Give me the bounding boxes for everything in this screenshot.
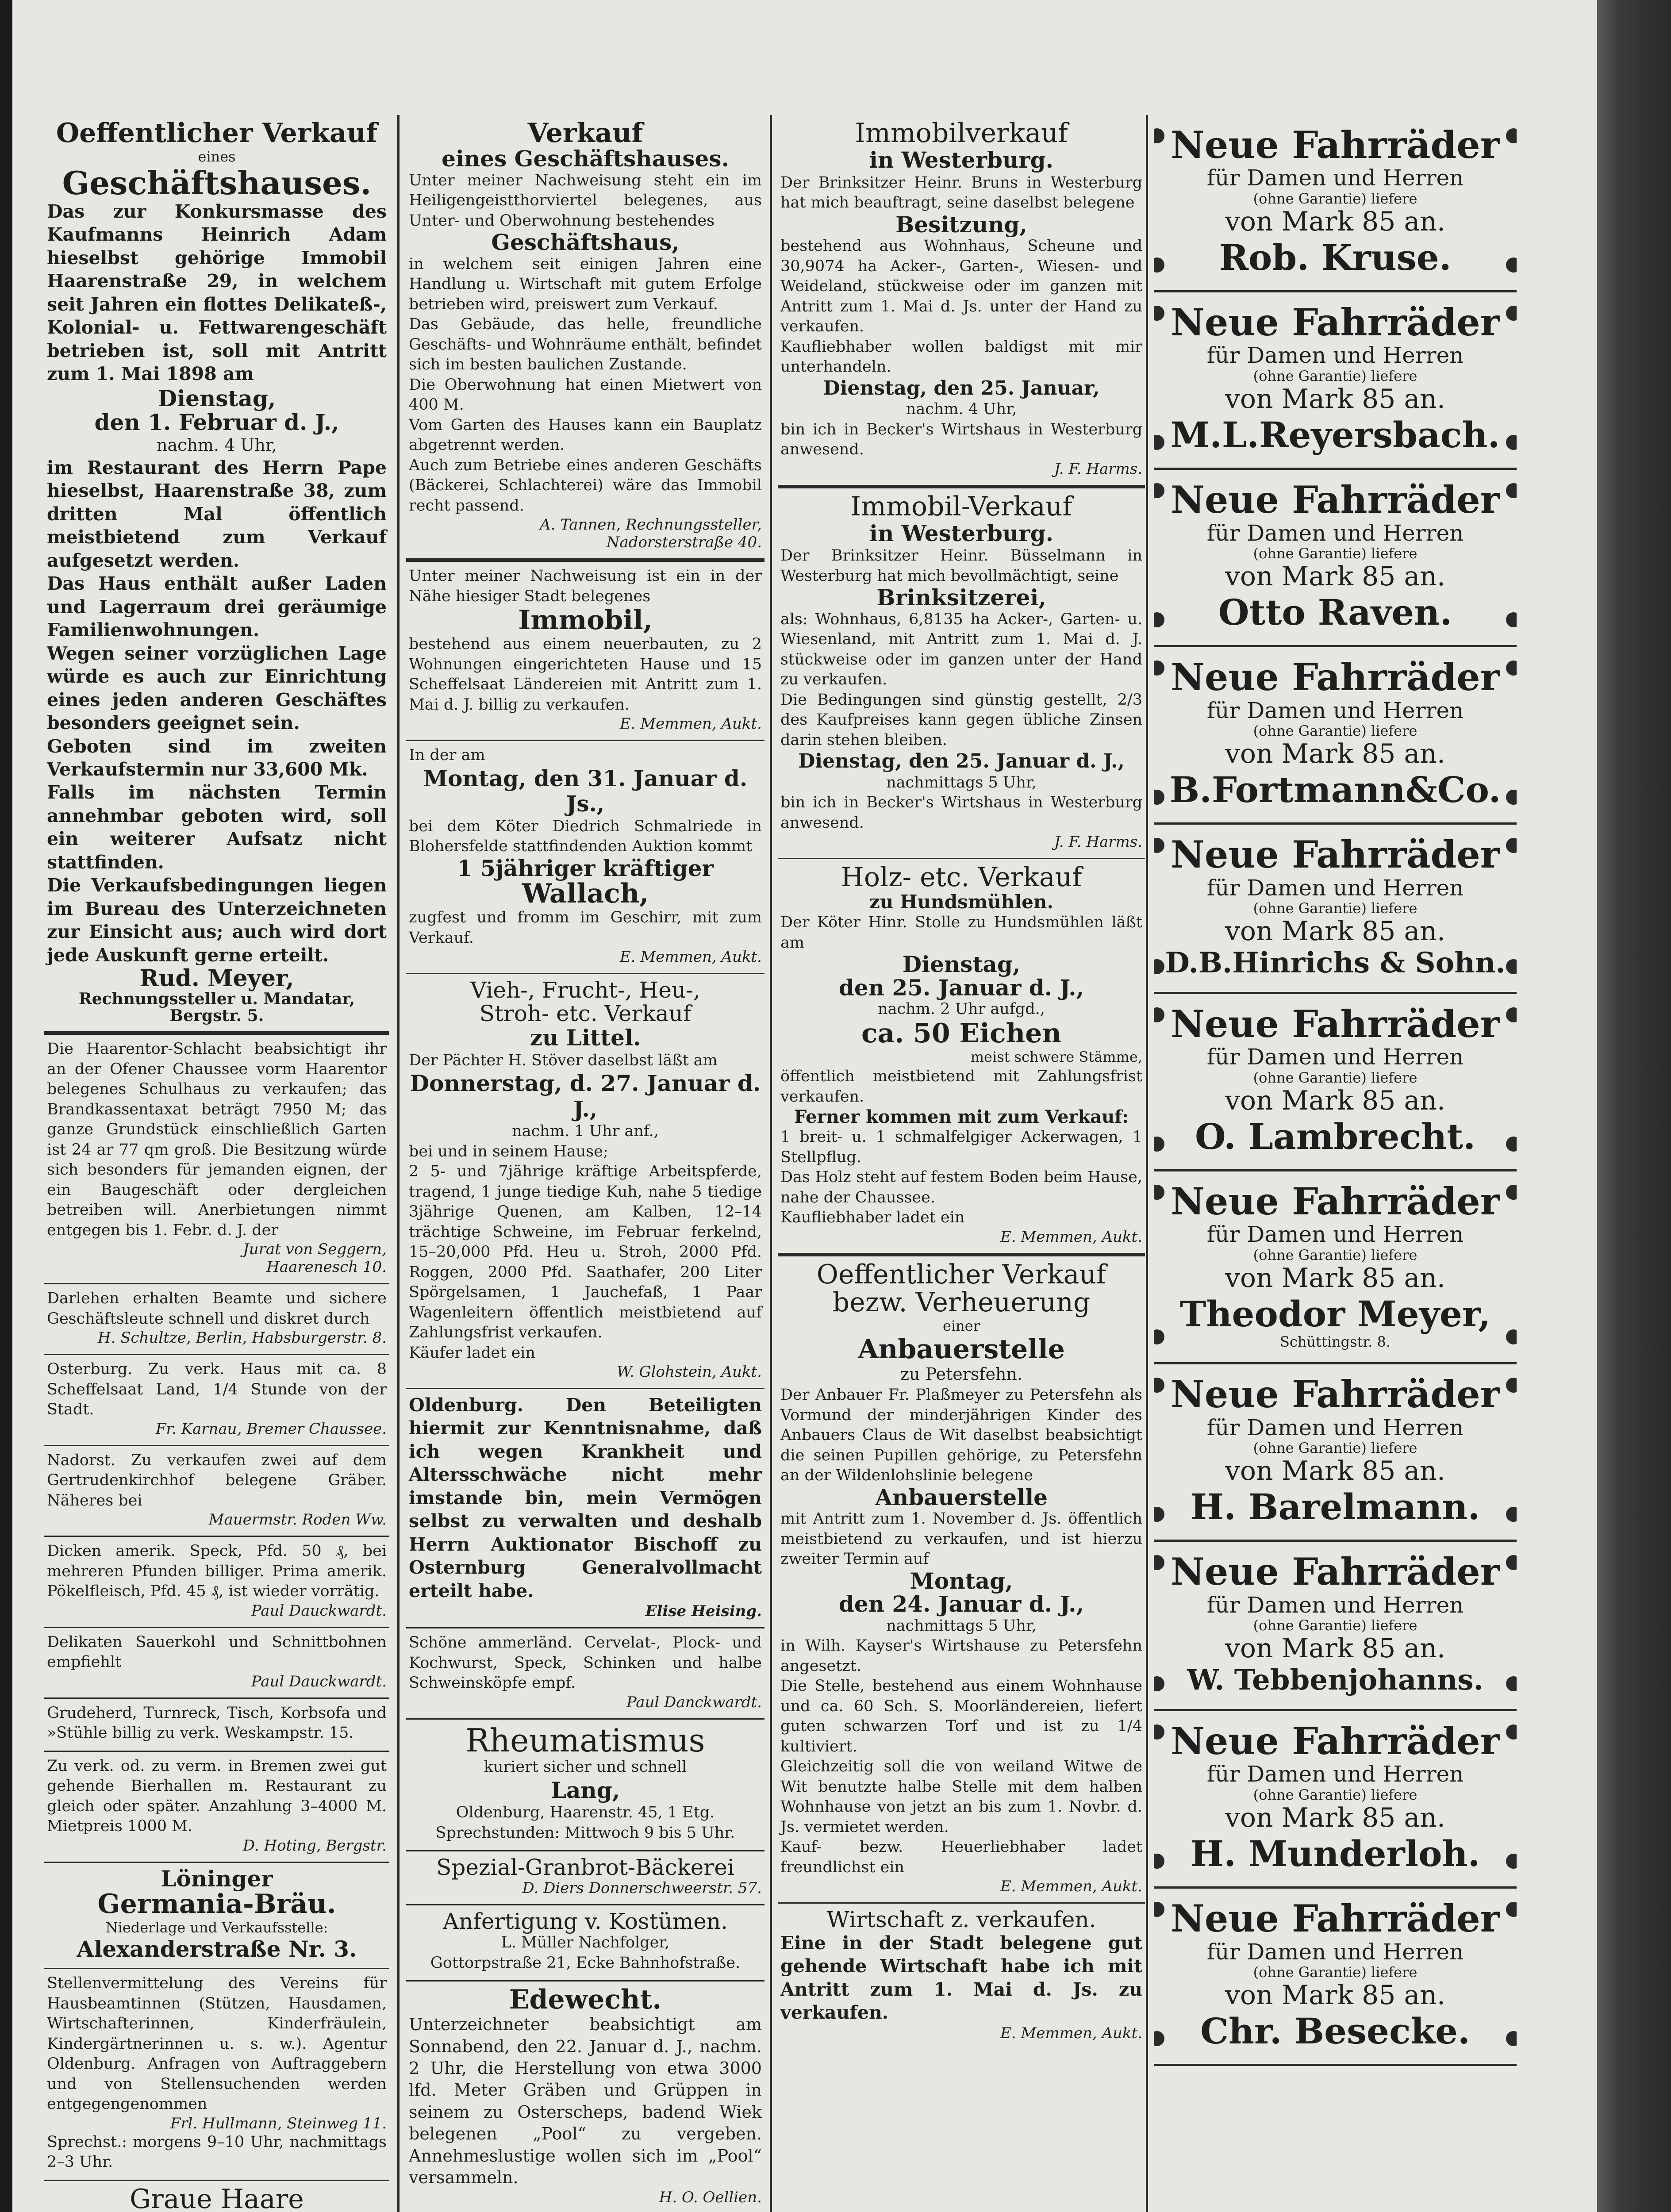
- ad-text: Das Holz steht auf festem Boden beim Hause, nahe der Chaussee.: [780, 1168, 1142, 1206]
- ad-text: Grudeherd, Turnreck, Tisch, Korbsofa und »Stühle billig zu verk. Weskampstr. 15.: [47, 1704, 387, 1742]
- bicycle-ad-subline: für Damen und Herren: [1206, 875, 1464, 901]
- bicycle-ad-subline: für Damen und Herren: [1206, 1939, 1464, 1965]
- ad-text: Der Pächter H. Stöver daselbst läßt am: [409, 1051, 718, 1069]
- bicycle-ad-subline: für Damen und Herren: [1206, 1592, 1464, 1618]
- ad-signature: Paul Dauckwardt.: [251, 1672, 387, 1690]
- bicycle-ad-subline: für Damen und Herren: [1206, 697, 1464, 723]
- ad-title: zu Petersfehn.: [900, 1364, 1022, 1384]
- ad-text: In der am: [409, 746, 485, 764]
- ad-immobil-verkauf-westerburg: [778, 488, 1145, 860]
- ad-text: kuriert sicher und schnell: [484, 1758, 687, 1776]
- bicycle-ad-price: von Mark 85 an.: [1225, 1085, 1445, 1117]
- bicycle-ad: [1154, 825, 1517, 994]
- bicycle-ad-price: von Mark 85 an.: [1225, 561, 1445, 592]
- column-1: [44, 115, 389, 2212]
- ad-text: 1 breit- u. 1 schmalfelgiger Ackerwagen, 1 Stellpflug.: [780, 1128, 1142, 1166]
- ad-title: Immobilverkauf: [855, 118, 1068, 149]
- ad-hours: Sprechstunden: Mittwoch 9 bis 5 Uhr.: [435, 1824, 735, 1842]
- ad-hours: Sprechst.: morgens 9–10 Uhr, nachmittags 2–3 Uhr.: [47, 2133, 387, 2171]
- bicycle-ad: [1154, 1542, 1517, 1711]
- ad-time: nachm. 2 Uhr aufgd.,: [878, 1000, 1045, 1018]
- bicycle-ad-seller: H. Munderloh.: [1190, 1833, 1480, 1875]
- bicycle-ad-headline: Neue Fahrräder: [1171, 1550, 1500, 1594]
- ad-date: den 24. Januar d. J.,: [838, 1591, 1084, 1617]
- bicycle-ad-guarantee: (ohne Garantie) liefere: [1253, 1246, 1417, 1263]
- ad-title: Germania-Bräu.: [97, 1889, 336, 1920]
- ad-speck: [44, 1537, 389, 1628]
- ad-highlight: Geschäftshaus,: [491, 229, 680, 255]
- ad-title: Verkauf: [527, 118, 643, 149]
- column-4: [1154, 115, 1517, 2212]
- ad-text: Der Anbauer Fr. Plaßmeyer zu Petersfehn als Vormund der minderjährigen Kinder des Anbauers Claus de Wit daselbst beabsichtigt die seinen Pupillen gehörige, zu Petersfehn an der Wildenlohslinie belegene: [780, 1386, 1142, 1485]
- ad-grudeherd: [44, 1699, 389, 1752]
- ad-text: Kaufliebhaber ladet ein: [780, 1209, 965, 1227]
- ad-title: Holz- etc. Verkauf: [841, 862, 1082, 893]
- ad-title: Edewecht.: [509, 1984, 662, 2016]
- ad-text: öffentlich meistbietend mit Zahlungsfrist verkaufen.: [780, 1068, 1142, 1106]
- ad-text: Unter meiner Nachweisung steht ein im Heiligengeistthorviertel belegenes, aus Unter- und Oberwohnung bestehendes: [409, 171, 762, 230]
- ad-text: Zu verk. od. zu verm. in Bremen zwei gut gehende Bierhallen m. Restaurant zu gleich oder später. Anzahlung 3–4000 M. Mietpreis 1000 M.: [47, 1757, 387, 1836]
- bicycle-ad-seller: Rob. Kruse.: [1219, 237, 1452, 279]
- bicycle-ad: [1154, 115, 1517, 292]
- ad-text: Unter meiner Nachweisung ist ein in der Nähe hiesiger Stadt belegenes: [409, 567, 762, 605]
- bicycle-ad-guarantee: (ohne Garantie) liefere: [1253, 1964, 1417, 1981]
- column-rule: [397, 115, 400, 2212]
- ad-title: zu Littel.: [530, 1025, 641, 1051]
- ad-text: bin ich in Becker's Wirtshaus in Westerburg anwesend.: [780, 794, 1142, 832]
- ad-title: Oeffentlicher Verkauf: [56, 118, 378, 149]
- ad-signature: H. Schultze, Berlin, Habsburgerstr. 8.: [97, 1329, 387, 1347]
- ad-title: Löninger: [161, 1865, 273, 1892]
- ad-signature: Elise Heising.: [645, 1602, 762, 1621]
- ad-osterburg: [44, 1355, 389, 1446]
- scan-left-edge: [0, 0, 12, 2212]
- ad-text: Käufer ladet ein: [409, 1344, 535, 1362]
- scan-right-edge: [1597, 0, 1671, 2212]
- ad-text: mit Antritt zum 1. November d. Js. öffentlich meistbietend zu verkaufen, und ist hierzu zweiter Termin auf: [780, 1510, 1142, 1568]
- bicycle-ad-guarantee: (ohne Garantie) liefere: [1253, 367, 1417, 384]
- ad-text: Falls im nächsten Termin annehmbar geboten wird, soll ein weiterer Aufsatz nicht stattfinden.: [47, 782, 387, 873]
- bicycle-ad-seller: Otto Raven.: [1218, 591, 1452, 634]
- bicycle-ad: [1154, 292, 1517, 470]
- ad-day: Montag,: [910, 1567, 1013, 1594]
- ad-text: Nadorst. Zu verkaufen zwei auf dem Gertrudenkirchhof belegene Gräber. Näheres bei: [47, 1451, 387, 1509]
- bicycle-ad-headline: Neue Fahrräder: [1171, 1179, 1500, 1224]
- ad-text: Kaufliebhaber wollen baldigst mit mir unterhandeln.: [780, 338, 1142, 376]
- ad-time: nachmittags 5 Uhr,: [886, 773, 1037, 791]
- ad-title: in Westerburg.: [869, 147, 1054, 173]
- ad-date: den 25. Januar d. J.,: [838, 974, 1084, 1001]
- bicycle-ad-subline: für Damen und Herren: [1206, 1414, 1464, 1440]
- bicycle-ad-headline: Neue Fahrräder: [1171, 300, 1500, 345]
- ad-name: L. Müller Nachfolger,: [501, 1934, 670, 1952]
- ad-wirtschaft: [778, 1904, 1145, 2049]
- ad-text: in welchem seit einigen Jahren eine Handlung u. Wirtschaft mit gutem Erfolge betrieben wird, preiswert zum Verkauf.: [409, 255, 762, 313]
- ad-signature: E. Memmen, Aukt.: [1000, 2024, 1142, 2042]
- bicycle-ad: [1154, 1364, 1517, 1542]
- ad-title: Wirtschaft z. verkaufen.: [826, 1907, 1096, 1933]
- bicycle-ad-price: von Mark 85 an.: [1225, 738, 1445, 770]
- bicycle-ad-headline: Neue Fahrräder: [1171, 833, 1500, 877]
- ad-title: Immobil-Verkauf: [850, 491, 1072, 522]
- bicycle-ad-price: von Mark 85 an.: [1225, 1980, 1445, 2011]
- ad-text: Schöne ammerländ. Cervelat-, Plock- und Kochwurst, Speck, Schinken und halbe Schweinsköpfe empf.: [409, 1634, 762, 1692]
- ad-time: nachm. 4 Uhr,: [157, 435, 277, 455]
- ad-text: bestehend aus einem neuerbauten, zu 2 Wohnungen eingerichteten Hause und 15 Scheffelsaat Ländereien mit Antritt zum 1. Mai d. J. billig zu verkaufen.: [409, 635, 762, 714]
- bicycle-ad-guarantee: (ohne Garantie) liefere: [1253, 722, 1417, 740]
- ad-subtitle-small: eines: [198, 148, 236, 165]
- ad-signature: Jurat von Seggern,: [243, 1240, 387, 1259]
- ad-immobilverkauf-westerburg: [778, 115, 1145, 488]
- ad-time: nachmittags 5 Uhr,: [886, 1617, 1037, 1635]
- ad-address: Gottorpstraße 21, Ecke Bahnhofstraße.: [430, 1954, 741, 1972]
- ad-text: Darlehen erhalten Beamte und sichere Geschäftsleute schnell und diskret durch: [47, 1290, 387, 1328]
- bicycle-ad-seller: Theodor Meyer,: [1179, 1293, 1491, 1335]
- ad-signature-role: Rechnungssteller u. Mandatar,: [78, 989, 355, 1008]
- bicycle-ad-subline: für Damen und Herren: [1206, 1044, 1464, 1070]
- column-3: [778, 115, 1145, 2212]
- bicycle-ad-seller-address: Schüttingstr. 8.: [1279, 1333, 1391, 1351]
- bicycle-ad-headline: Neue Fahrräder: [1171, 1719, 1500, 1763]
- ad-title: Vieh-, Frucht-, Heu-,: [470, 977, 700, 1003]
- ad-date: Donnerstag, d. 27. Januar d. J.,: [410, 1070, 761, 1122]
- bicycle-ad: [1154, 470, 1517, 647]
- ad-address: Oldenburg, Haarenstr. 45, 1 Etg.: [456, 1804, 715, 1822]
- bicycle-ad-subline: für Damen und Herren: [1206, 165, 1464, 191]
- ad-signature: D. Hoting, Bergstr.: [242, 1836, 387, 1855]
- ad-subtitle: Niederlage und Verkaufsstelle:: [105, 1919, 328, 1936]
- bicycle-ad-headline: Neue Fahrräder: [1171, 655, 1500, 699]
- ad-name: Lang,: [550, 1777, 620, 1803]
- ad-signature: D. Diers Donnerschweerstr. 57.: [522, 1879, 762, 1897]
- ad-signature: A. Tannen, Rechnungssteller,: [540, 516, 762, 534]
- ad-signature: J. F. Harms.: [1054, 460, 1142, 478]
- ad-text: Vom Garten des Hauses kann ein Bauplatz abgetrennt werden.: [409, 416, 762, 454]
- ad-text: in Wilh. Kayser's Wirtshause zu Petersfehn angesetzt.: [780, 1637, 1142, 1675]
- ad-vieh-verkauf: [406, 974, 764, 1389]
- ad-signature: E. Memmen, Aukt.: [1000, 1878, 1142, 1896]
- bicycle-ad-headline: Neue Fahrräder: [1171, 1372, 1500, 1417]
- ad-title: Spezial-Granbrot-Bäckerei: [436, 1855, 734, 1881]
- ad-signature-address: Haarenesch 10.: [266, 1258, 387, 1276]
- ad-text: Das Haus enthält außer Laden und Lagerraum drei geräumige Familienwohnungen.: [47, 573, 387, 641]
- bicycle-ad-headline: Neue Fahrräder: [1171, 1897, 1500, 1941]
- ad-edewecht: [406, 1982, 764, 2212]
- ad-date: Montag, den 31. Januar d. Js.,: [423, 765, 748, 817]
- ad-text: Die Bedingungen sind günstig gestellt, 2/3 des Kaufpreises kann gegen übliche Zinsen darin stehen bleiben.: [780, 691, 1142, 749]
- ad-text: Stellenvermittelung des Vereins für Hausbeamtinnen (Stützen, Hausdamen, Wirtschafterinnen, Kinderfräulein, Kindergärtnerinnen u. s. w.). Agentur Oldenburg. Anfragen von Auftraggebern und von Stellensuchenden werden entgegengenommen: [47, 1974, 387, 2113]
- ad-highlight: Brinksitzerei,: [876, 584, 1046, 611]
- ad-text: Das Gebäude, das helle, freundliche Geschäfts- und Wohnräume enthält, befindet sich im besten baulichen Zustande.: [409, 315, 762, 373]
- bicycle-ad-guarantee: (ohne Garantie) liefere: [1253, 1069, 1417, 1086]
- ad-title: Anfertigung v. Kostümen.: [443, 1908, 728, 1934]
- ad-germania-braeu: [44, 1863, 389, 1969]
- bicycle-ad-price: von Mark 85 an.: [1225, 384, 1445, 415]
- ad-cervelat: [406, 1628, 764, 1720]
- ad-text: 2 5- und 7jährige kräftige Arbeitspferde, tragend, 1 junge tiedige Kuh, nahe 5 tiedige 3jährige Quenen, am Kalben, 12–14 trächtige Schweine, im Februar ferkelnd, 15–20,000 Pfd. Heu u. Stroh, 2000 Pfd. Roggen, 2000 Pfd. Saathafer, 200 Liter Spörgelsamen, 1 Jauchefaß, 1 Paar Wagenleitern öffentlich meistbietend auf Zahlungsfrist verkaufen.: [409, 1163, 762, 1341]
- bicycle-ad-seller: O. Lambrecht.: [1195, 1116, 1476, 1158]
- bicycle-ad-guarantee: (ohne Garantie) liefere: [1253, 1786, 1417, 1803]
- ad-text: Ferner kommen mit zum Verkauf:: [794, 1106, 1129, 1128]
- ad-highlight: ca. 50 Eichen: [861, 1018, 1062, 1049]
- ad-signature: H. O. Oellien.: [659, 2189, 762, 2207]
- ad-geschaeftshaus-verkauf: [44, 115, 389, 1035]
- ad-text: Kauf- bezw. Heuerliebhaber ladet freundlichst ein: [780, 1838, 1142, 1876]
- ad-verkauf-geschaeftshaus: [406, 115, 764, 562]
- ad-signature-address: Bergstr. 5.: [169, 1006, 264, 1025]
- bicycle-ad-subline: für Damen und Herren: [1206, 1761, 1464, 1787]
- ad-granbrot: [406, 1851, 764, 1905]
- ad-signature: Rud. Meyer,: [139, 965, 294, 992]
- bicycle-ad-seller: M.L.Reyersbach.: [1170, 414, 1500, 456]
- ad-text: Wegen seiner vorzüglichen Lage würde es auch zur Einrichtung eines jeden anderen Geschäftes besonders geeignet sein.: [47, 642, 387, 734]
- bicycle-ad-headline: Neue Fahrräder: [1171, 478, 1500, 522]
- ad-schulhaus: [44, 1035, 389, 1284]
- column-2: [406, 115, 764, 2212]
- ad-title: Graue Haare: [130, 2183, 304, 2212]
- ad-title: eines Geschäftshauses.: [442, 146, 729, 172]
- bicycle-ad-subline: für Damen und Herren: [1206, 1221, 1464, 1248]
- bicycle-ad-seller: W. Tebbenjohanns.: [1187, 1663, 1483, 1697]
- bicycle-ad-price: von Mark 85 an.: [1225, 1802, 1445, 1834]
- ad-day: Dienstag,: [902, 951, 1021, 978]
- bicycle-ad-seller: H. Barelmann.: [1190, 1486, 1480, 1528]
- bicycle-ad: [1154, 994, 1517, 1171]
- ad-text: Gleichzeitig soll die von weiland Witwe de Wit benutzte halbe Stelle mit dem halben Wohnhause von jetzt an bis zum 1. Novbr. d. Js. vermietet werden.: [780, 1758, 1142, 1836]
- bicycle-ad-price: von Mark 85 an.: [1225, 1263, 1445, 1294]
- ad-text: bei und in seinem Hause;: [409, 1142, 608, 1160]
- ad-title: Oeffentlicher Verkauf: [816, 1259, 1106, 1290]
- ad-signature-address: Nadorsterstraße 40.: [606, 534, 762, 551]
- ad-text: Die Verkaufsbedingungen liegen im Bureau des Unterzeichneten zur Einsicht aus; auch wird dort jede Auskunft gerne erteilt.: [47, 875, 387, 966]
- ad-highlight: 1 5jähriger kräftiger: [457, 855, 714, 881]
- ad-signature: Mauermstr. Roden Ww.: [208, 1511, 387, 1529]
- ad-text: Der Brinksitzer Heinr. Bruns in Westerburg hat mich beauftragt, seine daselbst belegene: [780, 173, 1142, 211]
- ad-text: Das zur Konkursmasse des Kaufmanns Heinrich Adam hieselbst gehörige Immobil Haarenstraße 29, in welchem seit Jahren ein flottes Delikateß-, Kolonial- u. Fettwarengeschäft betrieben ist, soll mit Antritt zum 1. Mai 1898 am: [47, 200, 387, 385]
- ad-date: Dienstag, den 25. Januar d. J.,: [798, 750, 1125, 773]
- bicycle-ad-price: von Mark 85 an.: [1225, 1455, 1445, 1487]
- bicycle-ad: [1154, 1889, 1517, 2066]
- ad-stellenvermittelung: [44, 1969, 389, 2181]
- ad-address: Alexanderstraße Nr. 3.: [77, 1936, 357, 1962]
- ad-signature: E. Memmen, Aukt.: [1000, 1228, 1142, 1246]
- ad-holz-verkauf: [778, 859, 1145, 1256]
- ad-title: Geschäftshauses.: [62, 164, 372, 202]
- ad-bierhallen: [44, 1752, 389, 1863]
- ad-text: Die Oberwohnung hat einen Mietwert von 400 M.: [409, 376, 762, 414]
- bicycle-ad: [1154, 1711, 1517, 1889]
- ad-highlight: Wallach,: [522, 878, 649, 909]
- ad-text: Die Haarentor-Schlacht beabsichtigt ihr an der Ofener Chaussee vorm Haarentor belegenes Schulhaus zu verkaufen; das Brandkassentaxat beträgt 7950 M; das ganze Grundstück einschließlich Garten ist 24 ar 77 qm groß. Die Besitzung würde sich besonders für jemanden eignen, der ein Baugeschäft oder dergleichen betreiben will. Anerbietungen nimmt entgegen bis 1. Febr. d. J. der: [47, 1040, 387, 1239]
- ad-signature: Fr. Karnau, Bremer Chaussee.: [155, 1420, 387, 1438]
- ad-text: Eine in der Stadt belegene gut gehende Wirtschaft habe ich mit Antritt zum 1. Mai d. Js. zu verkaufen.: [780, 1932, 1142, 2024]
- ad-subtitle-small: einer: [942, 1317, 980, 1334]
- ad-text: im Restaurant des Herrn Pape hieselbst, Haarenstraße 38, zum dritten Mal öffentlich meistbietend zum Verkauf aufgesetzt werden.: [47, 457, 387, 571]
- bicycle-ad-headline: Neue Fahrräder: [1171, 123, 1500, 167]
- bicycle-ad-price: von Mark 85 an.: [1225, 916, 1445, 947]
- ad-date: den 1. Februar d. J.,: [94, 409, 339, 436]
- bicycle-ad-guarantee: (ohne Garantie) liefere: [1253, 545, 1417, 562]
- ad-text: Dicken amerik. Speck, Pfd. 50 ₰, bei mehreren Pfunden billiger. Prima amerik. Pökelfleisch, Pfd. 45 ₰, ist wieder vorrätig.: [47, 1542, 387, 1601]
- ad-highlight: Anbauerstelle: [875, 1484, 1048, 1510]
- bicycle-ad-seller: D.B.Hinrichs & Sohn.: [1165, 946, 1506, 980]
- ad-wallach: [406, 741, 764, 974]
- ad-text: zugfest und fromm im Geschirr, mit zum Verkauf.: [409, 909, 762, 947]
- ad-graue-haare: [44, 2181, 389, 2212]
- ad-text: Delikaten Sauerkohl und Schnittbohnen empfiehlt: [47, 1633, 387, 1671]
- ad-title: bezw. Verheuerung: [832, 1286, 1091, 1318]
- ad-title: zu Hundsmühlen.: [869, 891, 1054, 913]
- bicycle-ad-price: von Mark 85 an.: [1225, 206, 1445, 238]
- ad-title: in Westerburg.: [869, 520, 1054, 546]
- ad-date: Dienstag, den 25. Januar,: [823, 376, 1100, 399]
- bicycle-ad: [1154, 647, 1517, 825]
- ad-text: Auch zum Betriebe eines anderen Geschäfts (Bäckerei, Schlachterei) wäre das Immobil recht passend.: [409, 456, 762, 515]
- ad-signature: Paul Dauckwardt.: [251, 1601, 387, 1620]
- ad-sauerkohl: [44, 1628, 389, 1699]
- bicycle-ad-guarantee: (ohne Garantie) liefere: [1253, 1440, 1417, 1457]
- ad-text: Geboten sind im zweiten Verkaufstermin nur 33,600 Mk.: [47, 735, 387, 780]
- column-rule: [770, 115, 772, 2212]
- ad-nadorst: [44, 1446, 389, 1537]
- bicycle-ad-subline: für Damen und Herren: [1206, 342, 1464, 369]
- newspaper-page: [12, 0, 1597, 2212]
- ad-text: bei dem Köter Diedrich Schmalriede in Blohersfelde stattfindenden Auktion kommt: [409, 817, 762, 855]
- ad-oldenburg-notice: [406, 1389, 764, 1628]
- ad-darlehen: [44, 1284, 389, 1355]
- ad-signature: E. Memmen, Aukt.: [619, 948, 762, 966]
- ad-text: bin ich in Becker's Wirtshaus in Westerburg anwesend.: [780, 420, 1142, 459]
- bicycle-ad-guarantee: (ohne Garantie) liefere: [1253, 900, 1417, 917]
- bicycle-ad-price: von Mark 85 an.: [1225, 1633, 1445, 1664]
- ad-signature: Paul Danckwardt.: [626, 1693, 762, 1711]
- ad-note: meist schwere Stämme,: [970, 1048, 1142, 1065]
- ad-rheumatismus: [406, 1720, 764, 1852]
- ad-text: Der Brinksitzer Heinr. Büsselmann in Westerburg hat mich bevollmächtigt, seine: [780, 547, 1142, 585]
- ad-highlight: Besitzung,: [895, 211, 1027, 238]
- column-rule: [1146, 115, 1148, 2212]
- ad-text: als: Wohnhaus, 6,8135 ha Acker-, Garten- u. Wiesenland, mit Antritt zum 1. Mai d. J. stückweise oder im ganzen unter der Hand zu verkaufen.: [780, 610, 1142, 689]
- ad-time: nachm. 1 Uhr anf.,: [512, 1122, 659, 1140]
- ad-text: bestehend aus Wohnhaus, Scheune und 30,9074 ha Acker-, Garten-, Wiesen- und Weideland, stückweise oder im ganzen mit Antritt zum 1. Mai d. Js. unter der Hand zu verkaufen.: [780, 237, 1142, 335]
- ad-signature: W. Glohstein, Aukt.: [616, 1363, 762, 1381]
- bicycle-ad-seller: Chr. Besecke.: [1200, 2010, 1470, 2052]
- ad-title: Anbauerstelle: [858, 1333, 1065, 1365]
- ad-text: Unterzeichneter beabsichtigt am Sonnabend, den 22. Januar d. J., nachm. 2 Uhr, die Herstellung von etwa 3000 lfd. Meter Gräben und Grüppen in seinem zu Osterscheps, badend Wiek belegenen „Pool“ zu vergeben. Annehmeslustige wollen sich im „Pool“ versammeln.: [409, 2015, 762, 2188]
- ad-text: Die Stelle, bestehend aus einem Wohnhause und ca. 60 Sch. S. Moorländereien, liefert guten schwarzen Torf und ist zu 1/4 kultiviert.: [780, 1677, 1142, 1755]
- ad-time: nachm. 4 Uhr,: [906, 400, 1017, 419]
- ad-text: Der Köter Hinr. Stolle zu Hundsmühlen läßt am: [780, 914, 1142, 952]
- ad-text: Oldenburg. Den Beteiligten hiermit zur Kenntnisnahme, daß ich wegen Krankheit und Altersschwäche nicht mehr imstande bin, mein Vermögen selbst zu verwalten und deshalb Herrn Auktionator Bischoff zu Osternburg Generalvollmacht erteilt habe.: [409, 1394, 762, 1601]
- bicycle-ad-guarantee: (ohne Garantie) liefere: [1253, 190, 1417, 207]
- bicycle-ad-seller: B.Fortmann&Co.: [1169, 769, 1501, 811]
- bicycle-ad-guarantee: (ohne Garantie) liefere: [1253, 1617, 1417, 1634]
- ad-title: Stroh- etc. Verkauf: [479, 1000, 691, 1026]
- bicycle-ad-subline: für Damen und Herren: [1206, 520, 1464, 546]
- bicycle-ads: [1154, 115, 1517, 2066]
- ad-day: Dienstag,: [157, 385, 276, 411]
- ad-highlight: Immobil,: [518, 605, 653, 636]
- ad-immobil: [406, 562, 764, 741]
- ad-anbauerstelle: [778, 1256, 1145, 1904]
- ad-signature: Frl. Hullmann, Steinweg 11.: [170, 2114, 387, 2132]
- bicycle-ad: [1154, 1171, 1517, 1364]
- ad-text: Osterburg. Zu verk. Haus mit ca. 8 Scheffelsaat Land, 1/4 Stunde von der Stadt.: [47, 1360, 387, 1419]
- ad-title: Rheumatismus: [465, 1721, 705, 1759]
- bicycle-ad-headline: Neue Fahrräder: [1171, 1002, 1500, 1046]
- ad-signature: E. Memmen, Aukt.: [619, 715, 762, 733]
- ad-kostueme: [406, 1905, 764, 1982]
- ad-signature: J. F. Harms.: [1054, 833, 1142, 851]
